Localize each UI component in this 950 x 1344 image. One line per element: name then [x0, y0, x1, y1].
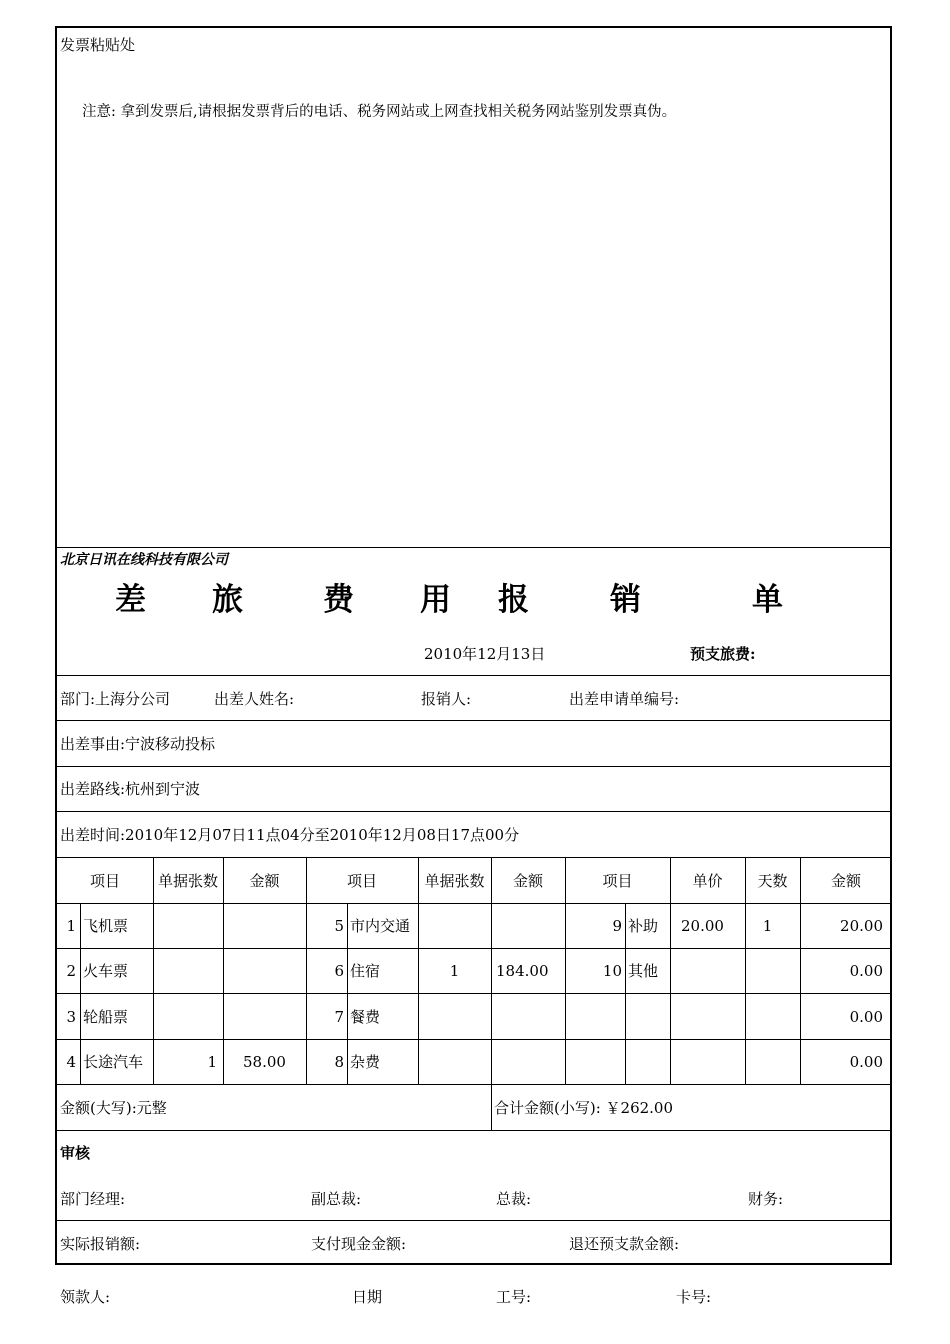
- col-header-count: 单据张数: [424, 872, 485, 890]
- col-header-item: 项目: [602, 872, 633, 890]
- expense-item: 长途汽车: [83, 1053, 144, 1071]
- col-header-amount: 金额: [830, 872, 861, 890]
- expense-item: 其他: [628, 962, 659, 980]
- divider: [55, 547, 892, 548]
- divider: [55, 1039, 892, 1040]
- expense-amount: 0.00: [849, 962, 883, 980]
- advance-travel-fee-label: 预支旅费:: [690, 645, 756, 663]
- dept-manager-label: 部门经理:: [60, 1190, 126, 1208]
- grid-line: [223, 857, 224, 1084]
- grid-line: [153, 857, 154, 1084]
- review-title: 审核: [60, 1144, 91, 1162]
- expense-item: 市内交通: [350, 917, 411, 935]
- refund-advance-label: 退还预支款金额:: [569, 1235, 680, 1253]
- form-title-char: 用: [420, 582, 451, 618]
- divider: [55, 1130, 892, 1131]
- trip-time: 出差时间:2010年12月07日11点04分至2010年12月08日17点00分: [60, 826, 520, 844]
- row-number: 7: [334, 1008, 344, 1026]
- receipt-count: 1: [207, 1053, 217, 1071]
- amount-in-words: 金额(大写):元整: [60, 1099, 167, 1117]
- date-label: 日期: [352, 1288, 383, 1306]
- col-header-amount: 金额: [249, 872, 280, 890]
- expense-item: 火车票: [83, 962, 129, 980]
- divider: [55, 903, 892, 904]
- receipt-count: 1: [449, 962, 460, 980]
- grid-line: [625, 903, 626, 1084]
- row-number: 5: [334, 917, 344, 935]
- row-number: 9: [612, 917, 622, 935]
- form-title-char: 单: [752, 582, 783, 618]
- form-title-char: 旅: [212, 582, 243, 618]
- form-title-char: 报: [498, 582, 529, 618]
- row-number: 1: [66, 917, 76, 935]
- form-title-char: 费: [323, 582, 354, 618]
- card-number-label: 卡号:: [676, 1288, 712, 1306]
- expense-item: 补助: [628, 917, 659, 935]
- employee-number-label: 工号:: [496, 1288, 532, 1306]
- expense-amount: 0.00: [849, 1053, 883, 1071]
- expense-amount: 184.00: [496, 962, 549, 980]
- company-name: 北京日讯在线科技有限公司: [60, 552, 228, 568]
- expense-item: 餐费: [350, 1008, 381, 1026]
- finance-label: 财务:: [748, 1190, 784, 1208]
- trip-reason: 出差事由:宁波移动投标: [60, 735, 216, 753]
- vice-president-label: 副总裁:: [311, 1190, 362, 1208]
- grid-line: [491, 857, 492, 1130]
- expense-amount: 58.00: [243, 1053, 286, 1071]
- paste-area-label: 发票粘贴处: [60, 36, 136, 54]
- divider: [55, 857, 892, 858]
- col-header-item: 项目: [346, 872, 377, 890]
- expense-item: 杂费: [350, 1053, 381, 1071]
- row-number: 10: [602, 962, 622, 980]
- form-title-char: 差: [115, 582, 146, 618]
- row-number: 8: [334, 1053, 344, 1071]
- divider: [55, 811, 892, 812]
- unit-price: 20.00: [681, 917, 724, 935]
- col-header-unit-price: 单价: [692, 872, 723, 890]
- row-number: 4: [66, 1053, 76, 1071]
- expense-amount: 0.00: [849, 1008, 883, 1026]
- president-label: 总裁:: [496, 1190, 532, 1208]
- col-header-amount: 金额: [512, 872, 543, 890]
- col-header-item: 项目: [89, 872, 120, 890]
- grid-line: [670, 857, 671, 1084]
- trip-route: 出差路线:杭州到宁波: [60, 780, 201, 798]
- cash-paid-label: 支付现金金额:: [311, 1235, 407, 1253]
- days: 1: [762, 917, 773, 935]
- invoice-notice: 注意: 拿到发票后,请根据发票背后的电话、税务网站或上网查找相关税务网站鉴别发票真伪。: [82, 104, 677, 120]
- amount-total: 合计金额(小写): ￥262.00: [494, 1099, 674, 1117]
- payee-label: 领款人:: [60, 1288, 111, 1306]
- divider: [55, 1084, 892, 1085]
- divider: [55, 948, 892, 949]
- divider: [55, 675, 892, 676]
- request-number-label: 出差申请单编号:: [569, 690, 680, 708]
- claimant-label: 报销人:: [421, 690, 472, 708]
- form-title-char: 销: [610, 582, 641, 618]
- expense-item: 住宿: [350, 962, 381, 980]
- row-number: 2: [66, 962, 76, 980]
- row-number: 3: [66, 1008, 76, 1026]
- row-number: 6: [334, 962, 344, 980]
- grid-line: [80, 903, 81, 1084]
- expense-amount: 20.00: [840, 917, 883, 935]
- grid-line: [347, 903, 348, 1084]
- divider: [55, 1220, 892, 1221]
- col-header-days: 天数: [757, 872, 788, 890]
- form-date: 2010年12月13日: [424, 645, 546, 663]
- col-header-count: 单据张数: [157, 872, 218, 890]
- divider: [55, 993, 892, 994]
- expense-item: 飞机票: [83, 917, 129, 935]
- traveler-name-label: 出差人姓名:: [214, 690, 295, 708]
- department: 部门:上海分公司: [60, 690, 171, 708]
- divider: [55, 766, 892, 767]
- expense-item: 轮船票: [83, 1008, 129, 1026]
- grid-line: [745, 857, 746, 1084]
- actual-amount-label: 实际报销额:: [60, 1235, 141, 1253]
- divider: [55, 720, 892, 721]
